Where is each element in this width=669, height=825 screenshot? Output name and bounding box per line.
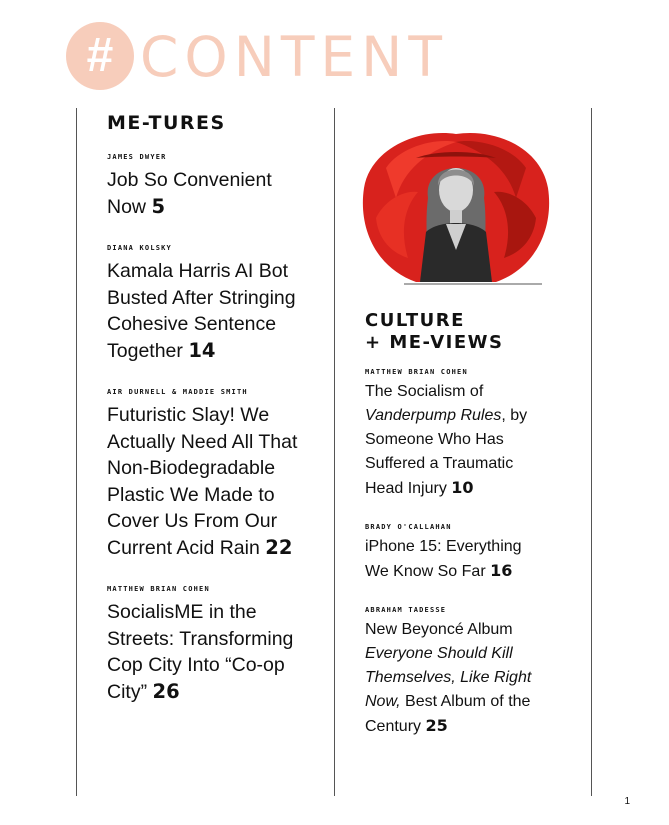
article-byline: MATTHEW BRIAN COHEN [365, 368, 468, 376]
article-title-italic: Everyone Should Kill Themselves, Like Right Now, [365, 645, 532, 710]
article-byline: JAMES DWYER [107, 153, 167, 161]
article-title-text: iPhone 15: Everything We Know So Far [365, 538, 522, 580]
article-item[interactable] [365, 368, 580, 501]
article-title-text: Kamala Harris AI Bot Busted After Stringing Cohesive Sentence Together [107, 260, 296, 362]
article-title-text: Futuristic Slay! We Actually Need All That Non-Biodegradable Plastic We Made to Cover Us From Our Current Acid Rain [107, 404, 298, 559]
article-title[interactable] [107, 167, 297, 220]
features-heading: ME-TURES [107, 112, 226, 134]
article-title-text: SocialisME in the Streets: Transforming Cop City Into “Co-op City” [107, 601, 294, 703]
article-title[interactable] [107, 258, 297, 364]
page-ref: 25 [425, 716, 448, 735]
article-item[interactable] [365, 606, 580, 739]
page-ref: 26 [152, 679, 180, 703]
portrait-figure [420, 168, 492, 282]
masthead-title: CONTENT [140, 25, 448, 89]
article-title-text: New Beyoncé Album [365, 621, 513, 638]
article-byline: BRADY O'CALLAHAN [365, 523, 452, 531]
article-title[interactable] [107, 402, 312, 561]
article-item[interactable] [107, 244, 322, 364]
page-ref: 10 [451, 478, 474, 497]
page-number: 1 [624, 796, 630, 807]
article-title-text: Best Album of the Century [365, 693, 531, 735]
article-item[interactable] [107, 585, 322, 705]
article-item[interactable] [365, 523, 580, 584]
article-title-text: The Socialism of [365, 383, 484, 400]
features-column [107, 108, 322, 705]
culture-heading-line1: CULTURE [365, 310, 465, 331]
page-ref: 5 [151, 194, 166, 218]
article-title[interactable] [365, 618, 550, 739]
article-item[interactable] [107, 388, 322, 561]
article-title[interactable] [365, 380, 555, 501]
center-rule [334, 108, 335, 796]
article-item[interactable] [107, 153, 322, 220]
culture-heading [365, 310, 580, 354]
culture-column [365, 310, 580, 739]
article-byline: MATTHEW BRIAN COHEN [107, 585, 210, 593]
article-byline: ABRAHAM TADESSE [365, 606, 447, 614]
masthead [66, 22, 486, 94]
article-title-text: Job So Convenient Now [107, 169, 272, 218]
article-title[interactable] [107, 599, 312, 705]
hash-badge: # [66, 22, 134, 90]
left-rule [76, 108, 77, 796]
article-title[interactable] [365, 535, 545, 584]
right-rule [591, 108, 592, 796]
article-byline: DIANA KOLSKY [107, 244, 172, 252]
rose-portrait-image [356, 128, 556, 288]
page-ref: 22 [265, 535, 293, 559]
article-title-italic: Vanderpump Rules [365, 407, 502, 424]
culture-heading-line2: + ME-VIEWS [365, 332, 504, 353]
page-ref: 16 [490, 561, 513, 580]
article-byline: AIR DURNELL & MADDIE SMITH [107, 388, 248, 396]
article-title-text: , by Someone Who Has Suffered a Traumatic Head Injury [365, 407, 528, 497]
page-ref: 14 [188, 338, 216, 362]
